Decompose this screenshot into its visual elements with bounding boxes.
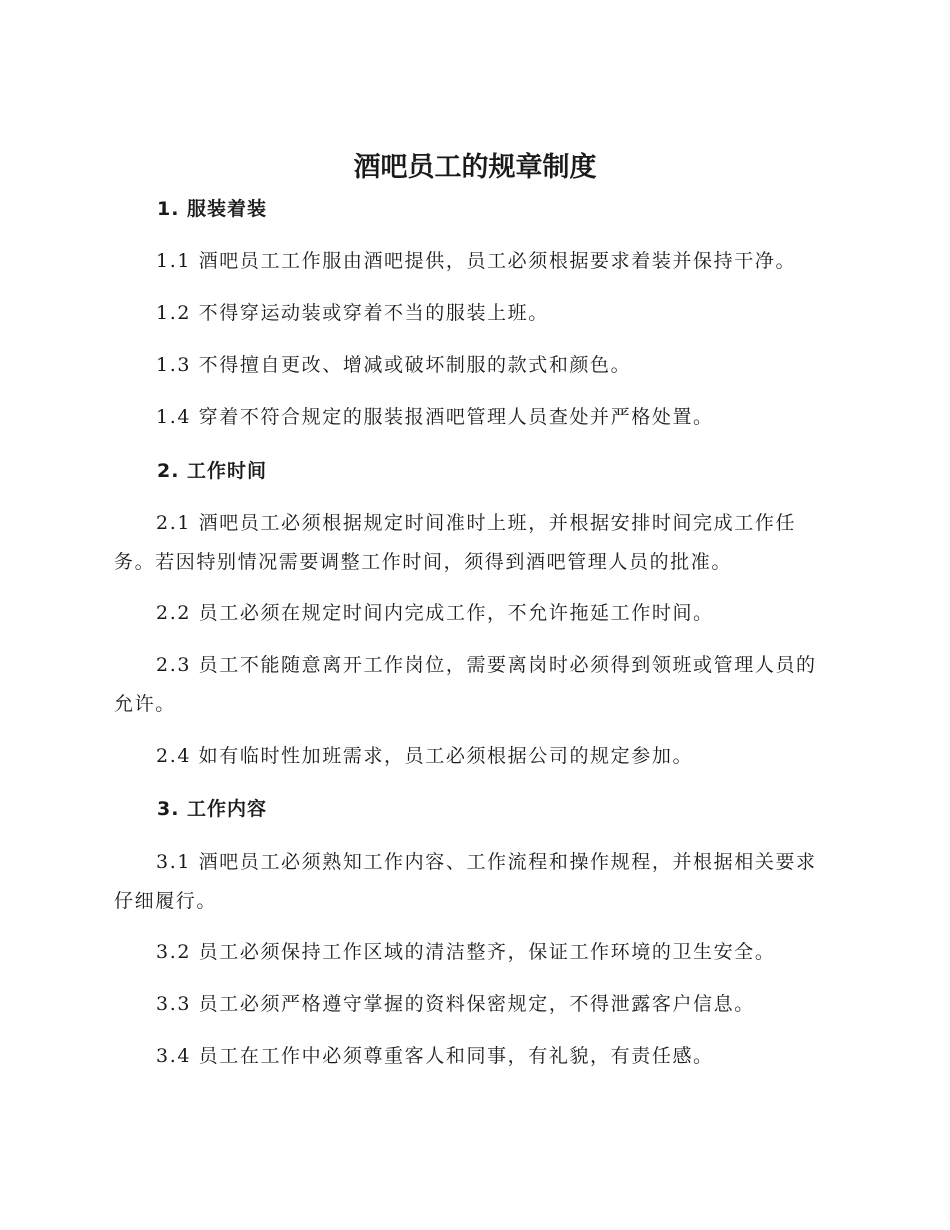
paragraph-1-1: 1.1 酒吧员工工作服由酒吧提供，员工必须根据要求着装并保持干净。 [156, 250, 797, 272]
paragraph-3-4: 3.4 员工在工作中必须尊重客人和同事，有礼貌，有责任感。 [156, 1045, 714, 1067]
paragraph-2-4: 2.4 如有临时性加班需求，员工必须根据公司的规定参加。 [156, 745, 694, 767]
paragraph-2-2: 2.2 员工必须在规定时间内完成工作，不允许拖延工作时间。 [156, 602, 714, 624]
paragraph-1-2: 1.2 不得穿运动装或穿着不当的服装上班。 [156, 302, 549, 324]
paragraph-2-1: 2.1 酒吧员工必须根据规定时间准时上班，并根据安排时间完成工作任务。若因特别情况需要调整工作时间，须得到酒吧管理人员的批准。 [114, 512, 797, 573]
paragraph-2-3: 2.3 员工不能随意离开工作岗位，需要离岗时必须得到领班或管理人员的允许。 [114, 654, 817, 715]
paragraph-1-4: 1.4 穿着不符合规定的服装报酒吧管理人员查处并严格处置。 [156, 406, 714, 428]
paragraph-1-3: 1.3 不得擅自更改、增减或破坏制服的款式和颜色。 [156, 354, 632, 376]
paragraph-3-3: 3.3 员工必须严格遵守掌握的资料保密规定，不得泄露客户信息。 [156, 993, 755, 1015]
paragraph-3-1: 3.1 酒吧员工必须熟知工作内容、工作流程和操作规程，并根据相关要求仔细履行。 [114, 851, 817, 912]
section-heading-work-hours: 2. 工作时间 [157, 460, 268, 482]
paragraph-3-2: 3.2 员工必须保持工作区域的清洁整齐，保证工作环境的卫生安全。 [156, 941, 776, 963]
section-heading-work-content: 3. 工作内容 [157, 798, 268, 820]
section-heading-dress: 1. 服装着装 [157, 198, 268, 220]
document-title: 酒吧员工的规章制度 [353, 152, 597, 183]
